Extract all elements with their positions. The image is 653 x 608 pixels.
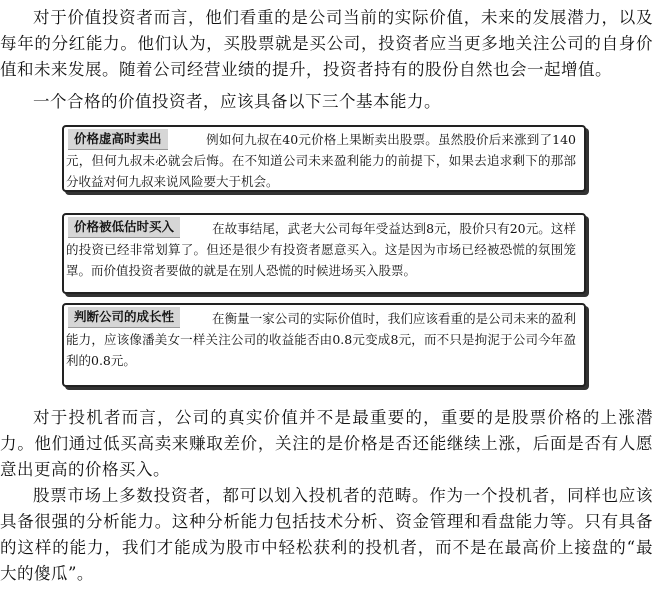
ability-box-tag: 判断公司的成长性 [68,307,180,328]
ability-box-sell-high [62,125,586,192]
speculator-paragraph-1: 对于投机者而言，公司的真实价值并不是最重要的，重要的是股票价格的上涨潜力。他们通过低买高卖来赚取差价，关注的是价格是否还能继续上涨，后面是否有人愿意出更高的价格买入。 [0,408,653,479]
ability-box-body: 例如何九叔在40元价格上果断卖出股票。虽然股价后来涨到了140元，但何九叔未必就会后悔。在不知道公司未来盈利能力的前提下，如果去追求剩下的那部分收益对何九叔来说风险要大于机会。 [66,132,576,189]
ability-box-tag: 价格虚高时卖出 [68,129,168,150]
ability-box-tag: 价格被低估时买入 [68,217,180,238]
intro-paragraph-1: 对于价值投资者而言，他们看重的是公司当前的实际价值，未来的发展潜力，以及每年的分红能力。他们认为，买股票就是买公司，投资者应当更多地关注公司的自身价值和未来发展。随着公司经营业绩的提升，投资者持有的股份自然也会一起增值。 [0,8,653,79]
speculator-paragraph-2: 股票市场上多数投资者，都可以划入投机者的范畴。作为一个投机者，同样也应该具备很强的分析能力。这种分析能力包括技术分析、资金管理和看盘能力等。只有具备的这样的能力，我们才能成为股市中轻松获利的投机者，而不是在最高价上接盘的“最大的傻瓜”。 [0,486,653,583]
ability-box-buy-low [62,213,586,294]
ability-box-growth [62,303,586,387]
intro-paragraph-2: 一个合格的价值投资者，应该具备以下三个基本能力。 [33,92,441,111]
ability-box-body: 在故事结尾，武老大公司每年受益达到8元，股价只有20元。这样的投资已经非常划算了。但还是很少有投资者愿意买入。这是因为市场已经被恐慌的氛围笼罩。而价值投资者要做的就是在别人恐慌的时候进场买入股票。 [66,221,576,278]
ability-box-body: 在衡量一家公司的实际价值时，我们应该看重的是公司未来的盈利能力，应该像潘美女一样关注公司的收益能否由0.8元变成8元，而不只是拘泥于公司今年盈利的0.8元。 [66,311,576,368]
